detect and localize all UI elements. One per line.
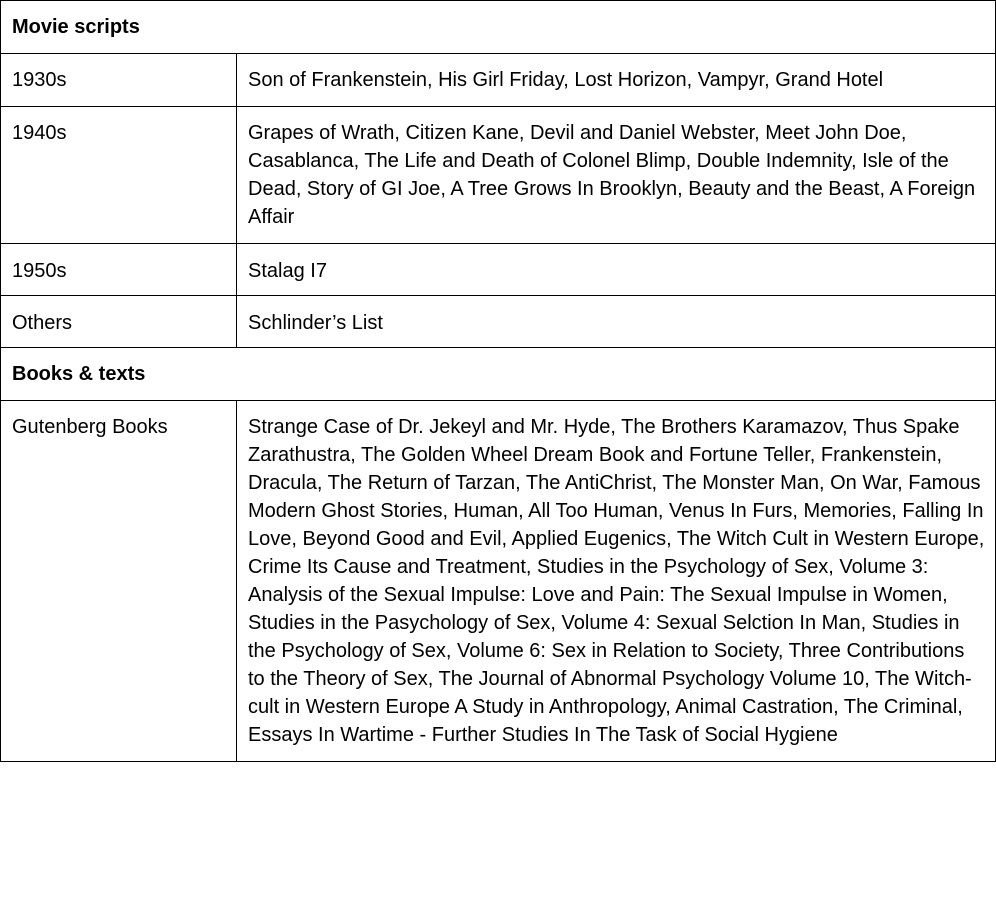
row-label-gutenberg-books: Gutenberg Books: [1, 401, 237, 762]
section-header-row: [1, 348, 996, 401]
table-row: [1, 296, 996, 348]
row-content-1930s: Son of Frankenstein, His Girl Friday, Lost Horizon, Vampyr, Grand Hotel: [237, 54, 996, 107]
row-label-1950s: 1950s: [1, 244, 237, 296]
table-row: [1, 401, 996, 762]
row-content-1940s: Grapes of Wrath, Citizen Kane, Devil and Daniel Webster, Meet John Doe, Casablanca, The Life and Death of Colonel Blimp, Double Indemnity, Isle of the Dead, Story of GI Joe, A Tree Grows In Brooklyn, Beauty and the Beast, A Foreign Affair: [237, 107, 996, 244]
row-label-1930s: 1930s: [1, 54, 237, 107]
section-header-row: [1, 1, 996, 54]
row-content-others: Schlinder’s List: [237, 296, 996, 348]
table-row: [1, 107, 996, 244]
section-title-books-texts: Books & texts: [1, 348, 996, 401]
section-title-movie-scripts: Movie scripts: [1, 1, 996, 54]
table-row: [1, 54, 996, 107]
row-content-gutenberg-books: Strange Case of Dr. Jekeyl and Mr. Hyde, The Brothers Karamazov, Thus Spake Zarathustra, The Golden Wheel Dream Book and Fortune Teller, Frankenstein, Dracula, The Return of Tarzan, The AntiChrist, The Monster Man, On War, Famous Modern Ghost Stories, Human, All Too Human, Venus In Furs, Memories, Falling In Love, Beyond Good and Evil, Applied Eugenics, The Witch Cult in Western Europe, Crime Its Cause and Treatment, Studies in the Psychology of Sex, Volume 3: Analysis of the Sexual Impulse: Love and Pain: The Sexual Impulse in Women, Studies in the Pasychology of Sex, Volume 4: Sexual Selction In Man, Studies in the Psychology of Sex, Volume 6: Sex in Relation to Society, Three Contributions to the Theory of Sex, The Journal of Abnormal Psychology Volume 10, The Witch-cult in Western Europe A Study in Anthropology, Animal Castration, The Criminal, Essays In Wartime - Further Studies In The Task of Social Hygiene: [237, 401, 996, 762]
row-content-1950s: Stalag I7: [237, 244, 996, 296]
table-row: [1, 244, 996, 296]
row-label-others: Others: [1, 296, 237, 348]
row-label-1940s: 1940s: [1, 107, 237, 244]
